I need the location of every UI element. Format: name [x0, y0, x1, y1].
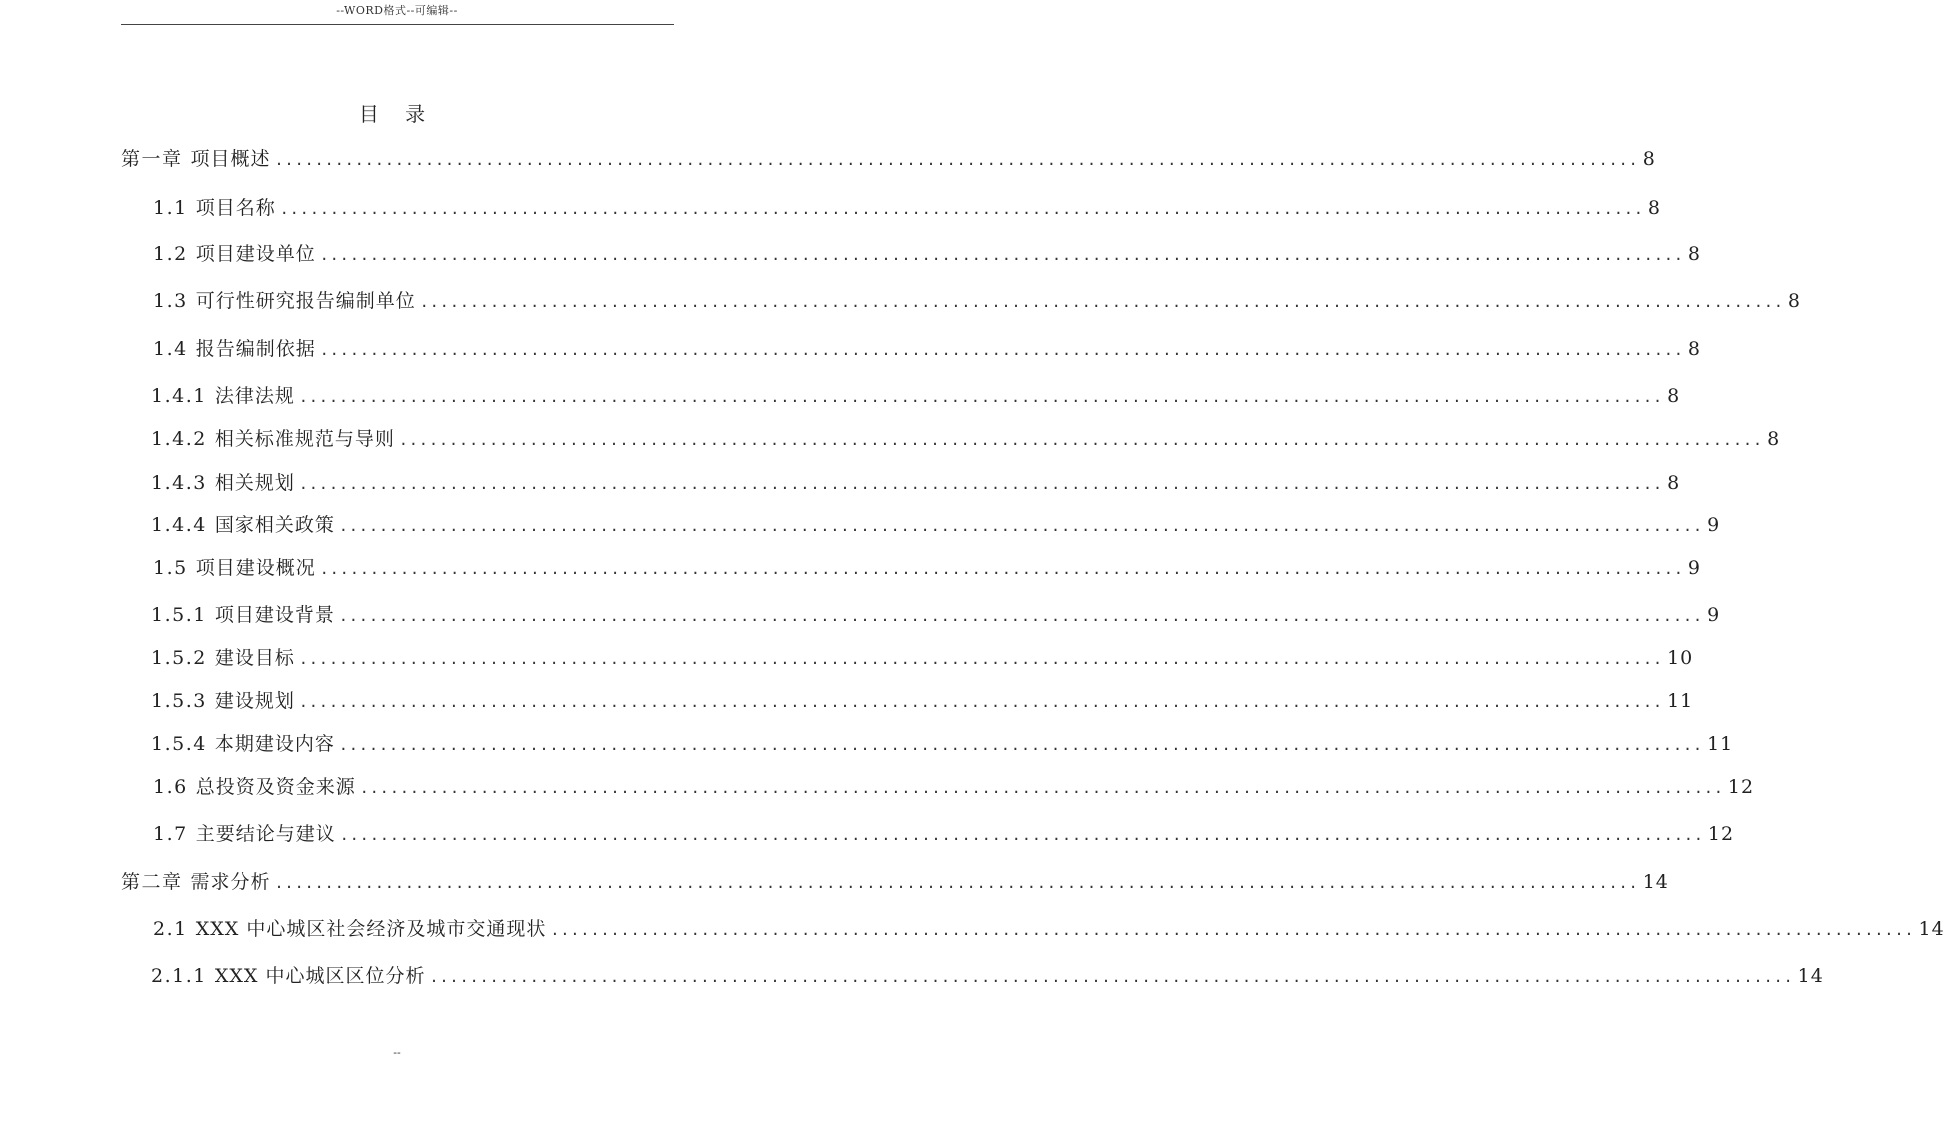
toc-entry-page: 8	[1767, 428, 1781, 450]
toc-entry-title: 建设目标	[214, 647, 295, 669]
toc-entry-number: 1.4.2	[151, 428, 207, 450]
toc-dot-leader: ........................................................................................................................................	[298, 650, 1664, 668]
toc-entry-number: 1.4.1	[151, 385, 207, 407]
toc-entry-page: 10	[1667, 647, 1694, 669]
toc-entry-number: 1.3	[153, 290, 188, 312]
toc-entry-title: 主要结论与建议	[195, 823, 336, 845]
toc-dot-leader: ........................................................................................................................................	[429, 968, 1794, 986]
toc-dot-leader: ........................................................................................................................................	[274, 874, 1639, 892]
toc-dot-leader: ........................................................................................................................................	[298, 388, 1664, 406]
toc-entry[interactable]	[151, 731, 1734, 758]
toc-entry-title: 项目概述	[190, 148, 271, 170]
toc-entry-title: 国家相关政策	[214, 514, 335, 536]
toc-entry-title: 可行性研究报告编制单位	[195, 290, 416, 312]
toc-entry-page: 8	[1687, 338, 1702, 360]
toc-title: 目 录	[358, 102, 436, 126]
toc-entry[interactable]	[153, 916, 1945, 943]
toc-entry[interactable]	[153, 555, 1702, 582]
toc-entry-page: 14	[1642, 871, 1669, 893]
toc-dot-leader: ........................................................................................................................................	[338, 736, 1704, 754]
toc-dot-leader: ........................................................................................................................................	[550, 921, 1915, 939]
toc-dot-leader: ........................................................................................................................................	[298, 693, 1664, 711]
toc-entry-page: 8	[1647, 197, 1662, 219]
toc-entry-page: 14	[1797, 965, 1824, 987]
toc-entry-number: 第一章	[121, 148, 183, 170]
toc-dot-leader: ........................................................................................................................................	[298, 475, 1664, 493]
toc-entry-number: 1.5	[153, 557, 188, 579]
toc-entry-title: 法律法规	[214, 385, 295, 407]
toc-entry[interactable]	[151, 383, 1681, 410]
toc-dot-leader: ........................................................................................................................................	[338, 517, 1704, 535]
toc-entry-title: 项目名称	[195, 197, 276, 219]
toc-dot-leader: ........................................................................................................................................	[419, 293, 1784, 311]
toc-entry-page: 9	[1707, 604, 1721, 626]
toc-entry-title: 本期建设内容	[214, 733, 335, 755]
toc-dot-leader: ........................................................................................................................................	[339, 826, 1704, 844]
toc-entry-page: 8	[1787, 290, 1802, 312]
toc-entry-page: 11	[1667, 690, 1694, 712]
page-footer-text: --	[393, 1046, 401, 1059]
toc-entry-page: 8	[1687, 243, 1702, 265]
toc-dot-leader: ........................................................................................................................................	[398, 431, 1764, 449]
toc-entry-title: 项目建设概况	[195, 557, 316, 579]
toc-entry[interactable]	[151, 512, 1721, 539]
toc-entry[interactable]	[121, 869, 1669, 896]
toc-entry-number: 1.6	[153, 776, 188, 798]
toc-dot-leader: ........................................................................................................................................	[319, 246, 1684, 264]
toc-entry-page: 12	[1727, 776, 1755, 798]
toc-entry[interactable]	[153, 241, 1702, 268]
toc-entry[interactable]	[151, 645, 1694, 672]
toc-entry-page: 8	[1667, 472, 1681, 494]
toc-entry-page: 8	[1642, 148, 1656, 170]
toc-entry[interactable]	[153, 195, 1662, 222]
toc-entry-title: 相关标准规范与导则	[214, 428, 395, 450]
toc-entry[interactable]	[153, 288, 1802, 315]
toc-dot-leader: ........................................................................................................................................	[359, 779, 1724, 797]
toc-entry-number: 第二章	[121, 871, 183, 893]
toc-entry-number: 1.7	[153, 823, 188, 845]
toc-entry-number: 1.4.4	[151, 514, 207, 536]
toc-entry-title: 需求分析	[190, 871, 271, 893]
toc-entry[interactable]	[153, 336, 1702, 363]
toc-entry-number: 2.1.1	[151, 965, 207, 987]
toc-entry-page: 8	[1667, 385, 1681, 407]
toc-entry-number: 1.5.2	[151, 647, 207, 669]
toc-entry-title: 相关规划	[214, 472, 295, 494]
toc-entry-number: 1.5.1	[151, 604, 207, 626]
toc-entry-number: 1.1	[153, 197, 188, 219]
toc-entry[interactable]	[121, 146, 1656, 173]
toc-entry[interactable]	[151, 688, 1694, 715]
toc-entry-title: 总投资及资金来源	[195, 776, 356, 798]
toc-dot-leader: ........................................................................................................................................	[319, 560, 1684, 578]
toc-entry-number: 1.4.3	[151, 472, 207, 494]
toc-entry[interactable]	[153, 774, 1755, 801]
toc-entry-number: 1.4	[153, 338, 188, 360]
toc-entry[interactable]	[151, 602, 1721, 629]
toc-entry-number: 1.5.3	[151, 690, 207, 712]
toc-dot-leader: ........................................................................................................................................	[274, 151, 1639, 169]
toc-entry-page: 12	[1707, 823, 1735, 845]
toc-dot-leader: ........................................................................................................................................	[319, 341, 1684, 359]
toc-entry-title: XXX 中心城区社会经济及城市交通现状	[195, 918, 547, 940]
toc-entry-title: 项目建设背景	[214, 604, 335, 626]
toc-entry-title: 报告编制依据	[195, 338, 316, 360]
toc-dot-leader: ........................................................................................................................................	[279, 200, 1644, 218]
toc-entry-page: 9	[1707, 514, 1721, 536]
toc-entry-title: 建设规划	[214, 690, 295, 712]
toc-entry-page: 9	[1687, 557, 1702, 579]
toc-entry[interactable]	[151, 470, 1681, 497]
toc-entry-number: 1.5.4	[151, 733, 207, 755]
toc-entry-number: 1.2	[153, 243, 188, 265]
toc-entry-title: 项目建设单位	[195, 243, 316, 265]
toc-entry[interactable]	[151, 426, 1781, 453]
toc-entry-page: 11	[1707, 733, 1734, 755]
toc-entry-title: XXX 中心城区区位分析	[214, 965, 426, 987]
toc-entry[interactable]	[153, 821, 1735, 848]
page-header-text: --WORD格式--可编辑--	[336, 4, 458, 17]
header-divider	[121, 24, 674, 25]
toc-dot-leader: ........................................................................................................................................	[338, 607, 1704, 625]
toc-entry-number: 2.1	[153, 918, 188, 940]
toc-entry[interactable]	[151, 963, 1824, 990]
toc-entry-page: 14	[1918, 918, 1945, 940]
